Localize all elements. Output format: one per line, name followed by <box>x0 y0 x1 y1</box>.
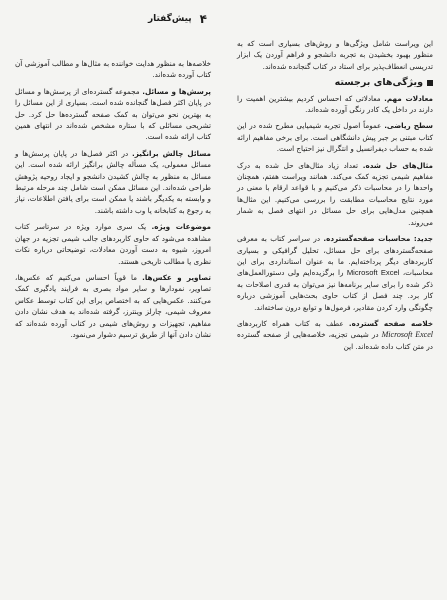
paragraph-illustrations: تصاویر و عکس‌ها. ما قویاً احساس می‌کنیم که عکس‌ها، تصاویر، نمودارها و سایر مواد بصری به فرایند یادگیری کمک می‌کنند. عکس‌هایی که به اختصاص برای این کتاب توسط عکاس معروف شیمی، چارلز وینترز، گرفته شده‌اند به هدف نشان دادن مفاهیم، تجهیزات و روش‌های شیمی در کتاب آورده شده‌اند که نشان دادن آنها از طریق ترسیم دشوار می‌نمود. <box>15 272 211 339</box>
run-in-heading: موضوعات ویژه. <box>151 222 211 232</box>
paragraph-spreadsheets: جدید: محاسبات صفحه‌گسترده. در سراسر کتاب به معرفی صفحه‌گستردهای برای حل مسائل، تحلیل گرافیکی و بسیاری کاربردهای دیگر پرداخته‌ایم. ما به عنوان استانداردی برای این محاسبات، Microsoft Excel را برگزیده‌ایم ولی دستورالعمل‌های ذکر شده را برای سایر برنامه‌ها نیز می‌توان به قدری اصلاحات به کار برد. چند فصل از کتاب حاوی بحث‌هایی آموزشی درباره چگونگی وارد کردن مقادیر، فرمول‌ها و توابع درون ساخته‌اند. <box>237 234 434 312</box>
paragraph-challenge-problems: مسائل چالش برانگیز. در اکثر فصل‌ها در پایان پرسش‌ها و مسائل معمولی، یک مسأله چالش برانگیز ارائه شده است. این مسائل به منظور به چالش کشیدن دانشجو و ایجاد روحیه پژوهش طراحی شده‌اند. این مسائل ممکن است شامل چند مرحله مرتبط و وابسته به یکدیگر باشند یا ممکن است برای یافتن اطلاعات، نیاز به رجوع به کتابخانه یا وب داشته باشند. <box>15 148 211 215</box>
latin-term: Microsoft Excel <box>381 330 434 340</box>
paragraph-math-level: سطح ریاضی. عموماً اصول تجربه شیمیایی مطرح شده در این کتاب مبتنی بر جبر پیش دانشگاهی است. برای برخی مفاهیم ارائه شده به حساب دیفرانسیل و انتگرال نیز احتیاج است. <box>237 121 433 154</box>
page-header <box>16 12 207 26</box>
run-in-heading: مثال‌های حل شده. <box>362 160 433 170</box>
square-bullet-icon <box>427 80 433 86</box>
run-in-heading: معادلات مهم. <box>384 93 433 103</box>
paragraph-questions: پرسش‌ها و مسائل. مجموعه گسترده‌ای از پرسش‌ها و مسائل در پایان اکثر فصل‌ها گنجانده شده است. بسیاری از این مسائل را به بهترین نحو می‌توان به کمک صفحه گسترده‌ها حل کرد. حل تشریحی مسائلی که با ستاره مشخص شده‌اند در انتهای همین کتاب ارائه شده است. <box>15 86 211 142</box>
intro-paragraph: این ویراست شامل ویژگی‌ها و روش‌های بسیاری است که به منظور بهبود بخشیدن به تجربه دانشجو و فراهم آوردن یک ابزار تدریسی انعطاف‌پذیر برای استاد در کتاب گنجانده شده‌اند. <box>237 39 433 71</box>
run-in-heading: خلاصه صفحه گسترده. <box>348 318 433 328</box>
run-in-heading: پرسش‌ها و مسائل. <box>142 86 211 96</box>
run-in-heading: مسائل چالش برانگیز. <box>131 148 211 158</box>
running-title: پیش‌گفتار <box>147 14 192 24</box>
section-heading <box>237 77 433 88</box>
paragraph-continuation: خلاصه‌ها به منظور هدایت خواننده به مثال‌ها و مطالب آموزشی آن کتاب آورده شده‌اند. <box>15 59 211 80</box>
section-title: ویژگی‌های برجسته <box>334 77 423 89</box>
left-column <box>15 58 211 345</box>
run-in-heading: سطح ریاضی. <box>384 121 433 131</box>
page-number: ۴ <box>199 12 207 26</box>
run-in-heading: تصاویر و عکس‌ها. <box>142 272 211 282</box>
run-in-heading: جدید: محاسبات صفحه‌گسترده. <box>323 234 433 244</box>
latin-term: Microsoft Excel <box>346 268 400 278</box>
paragraph-spreadsheet-summaries: خلاصه صفحه گسترده. عطف به کتاب همراه کاربردهای Microsoft Excel در شیمی تجزیه، خلاصه‌هایی از صفحه گسترده در متن کتاب داده شده‌اند. این <box>237 318 434 351</box>
paragraph-equations: معادلات مهم. معادلاتی که احساس کردیم بیشترین اهمیت را دارند در داخل یک کادر رنگی آورده شده‌اند. <box>237 93 433 115</box>
right-column <box>237 38 433 357</box>
paragraph-special-topics: موضوعات ویژه. یک سری موارد ویژه در سرتاسر کتاب مشاهده می‌شود که حاوی کاربردهای جالب شیمی تجزیه در جهان امروز، شیوه به دست آوردن معادلات، توضیحاتی درباره نکات نظری یا مطالب تاریخی هستند. <box>15 222 211 266</box>
paragraph-worked-examples: مثال‌های حل شده. تعداد زیاد مثال‌های حل شده به درک مفاهیم شیمی تجزیه کمک می‌کند. همانند ویراست هفتم، همچنان واحدها را در محاسبات ذکر می‌کنیم و با قواعد ارقام با معنی در مورد نتایج محاسبات مطابقت را بررسی می‌کنیم. این مثال‌ها همچنین مدل‌هایی برای حل مسائل در انتهای فصل به شمار می‌روند. <box>237 160 433 227</box>
